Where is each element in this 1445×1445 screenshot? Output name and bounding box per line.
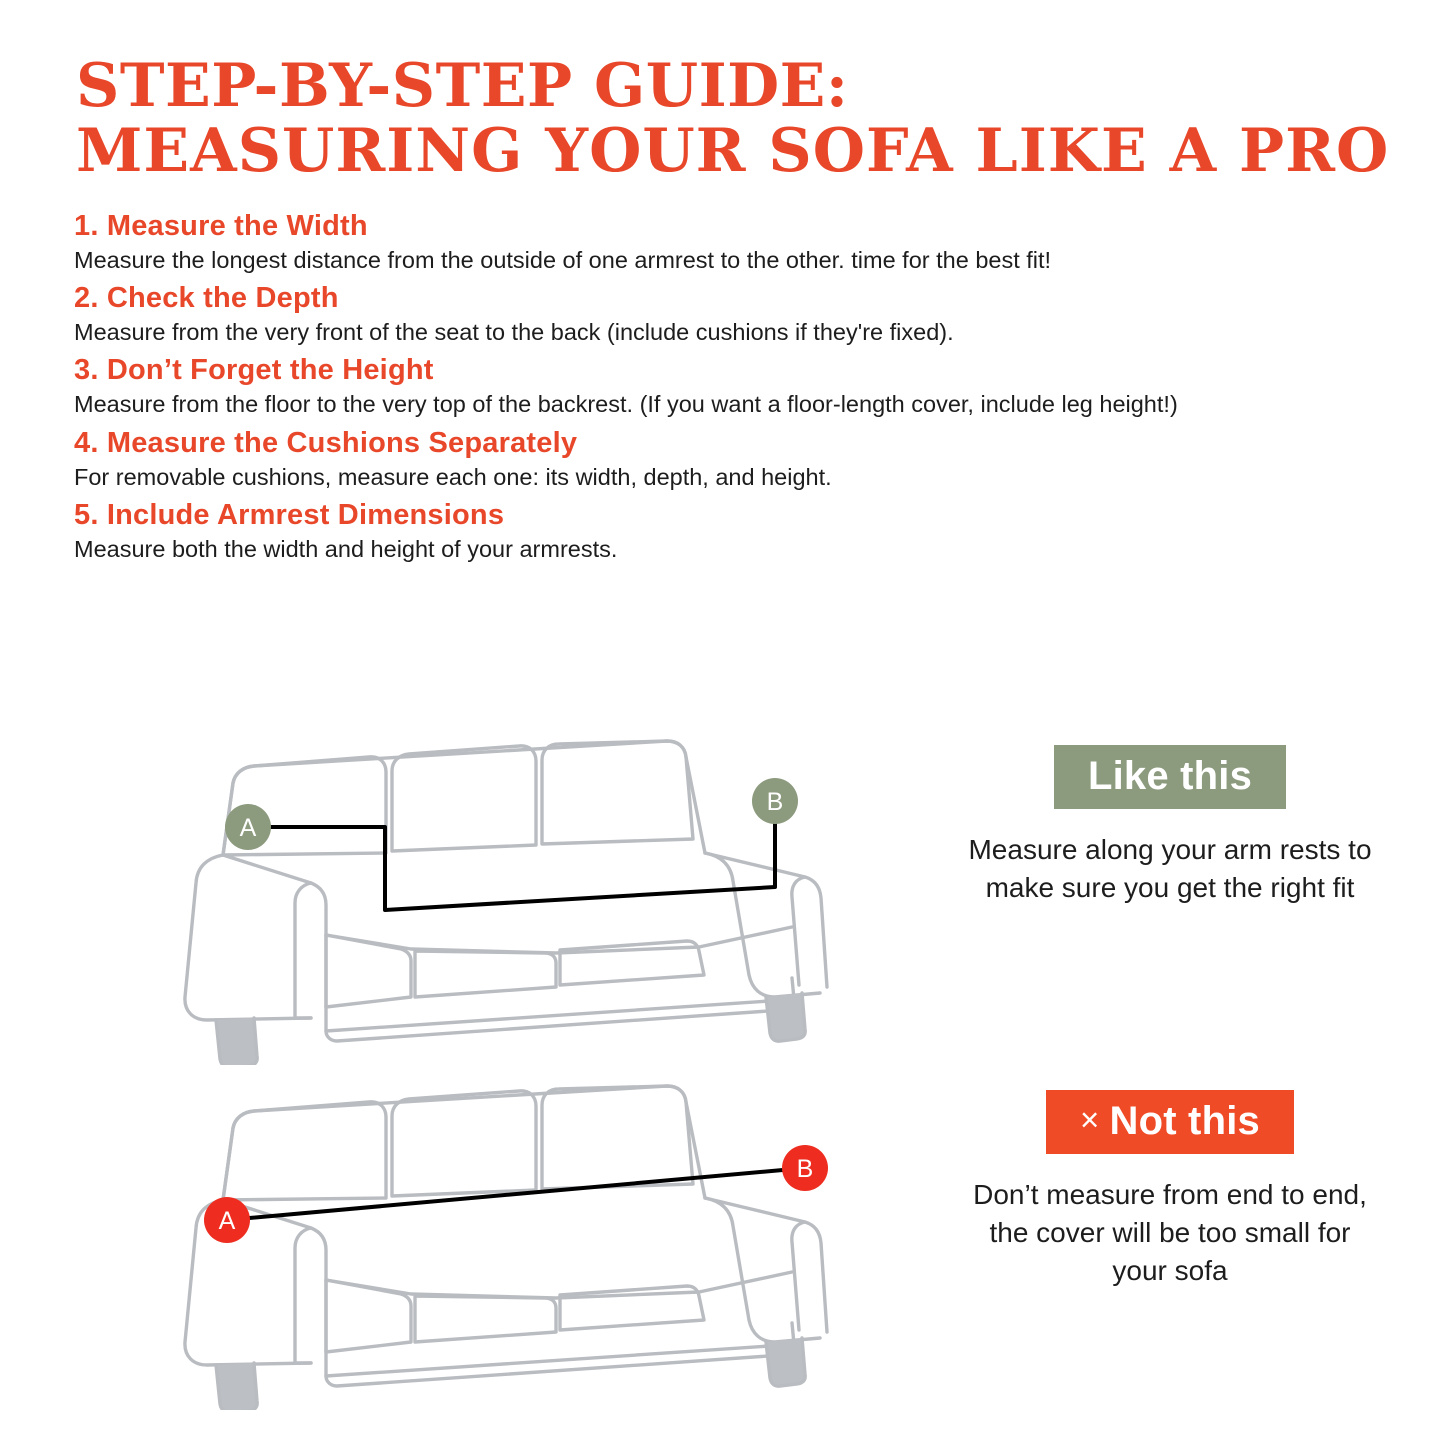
marker-b-label: B bbox=[766, 788, 784, 816]
step-heading: 2. Check the Depth bbox=[74, 281, 339, 314]
example-row-incorrect bbox=[70, 1080, 1375, 1425]
callout-incorrect bbox=[965, 1090, 1375, 1289]
callout-caption: Don’t measure from end to end, the cover will be too small for your sofa bbox=[973, 1179, 1367, 1286]
step-item bbox=[70, 427, 1375, 492]
callout-correct bbox=[965, 745, 1375, 907]
marker-a-label: A bbox=[239, 814, 257, 842]
step-item bbox=[70, 354, 1375, 419]
step-body: Measure both the width and height of your armrests. bbox=[74, 536, 618, 563]
step-body: Measure the longest distance from the outside of one armrest to the other. time for the best fit! bbox=[74, 246, 1052, 273]
step-heading: 1. Measure the Width bbox=[74, 209, 368, 242]
step-body: Measure from the very front of the seat to the back (include cushions if they're fixed). bbox=[74, 318, 954, 345]
sofa-illustration-correct bbox=[115, 735, 915, 1065]
step-heading: 3. Don’t Forget the Height bbox=[74, 354, 434, 387]
sofa-diagram-incorrect-svg bbox=[115, 1080, 915, 1410]
step-item bbox=[70, 282, 1375, 347]
step-body: For removable cushions, measure each one: its width, depth, and height. bbox=[74, 463, 832, 490]
badge-label: Not this bbox=[1109, 1099, 1260, 1143]
sofa-illustration-incorrect bbox=[115, 1080, 915, 1410]
badge-not-this bbox=[1046, 1090, 1294, 1154]
title-line-2: MEASURING YOUR SOFA LIKE A PRO bbox=[76, 115, 1390, 186]
sofa-diagram-correct-svg bbox=[115, 735, 915, 1065]
badge-label: Like this bbox=[1087, 754, 1253, 798]
step-body: Measure from the floor to the very top of the backrest. (If you want a floor-length cover, include leg height!) bbox=[74, 391, 1178, 418]
examples-panel bbox=[70, 735, 1375, 1425]
step-heading: 4. Measure the Cushions Separately bbox=[74, 426, 578, 459]
step-item bbox=[70, 210, 1375, 275]
steps-list bbox=[70, 210, 1375, 565]
cross-icon: × bbox=[1080, 1101, 1100, 1138]
step-item bbox=[70, 499, 1375, 564]
badge-like-this bbox=[1054, 745, 1286, 809]
page-title bbox=[70, 0, 1390, 186]
callout-caption: Measure along your arm rests to make sure you get the right fit bbox=[968, 834, 1372, 903]
marker-a-label: A bbox=[218, 1207, 236, 1235]
title-line-1: STEP-BY-STEP GUIDE: bbox=[76, 51, 849, 121]
marker-b-label: B bbox=[796, 1155, 814, 1183]
step-heading: 5. Include Armrest Dimensions bbox=[74, 499, 505, 532]
example-row-correct bbox=[70, 735, 1375, 1080]
